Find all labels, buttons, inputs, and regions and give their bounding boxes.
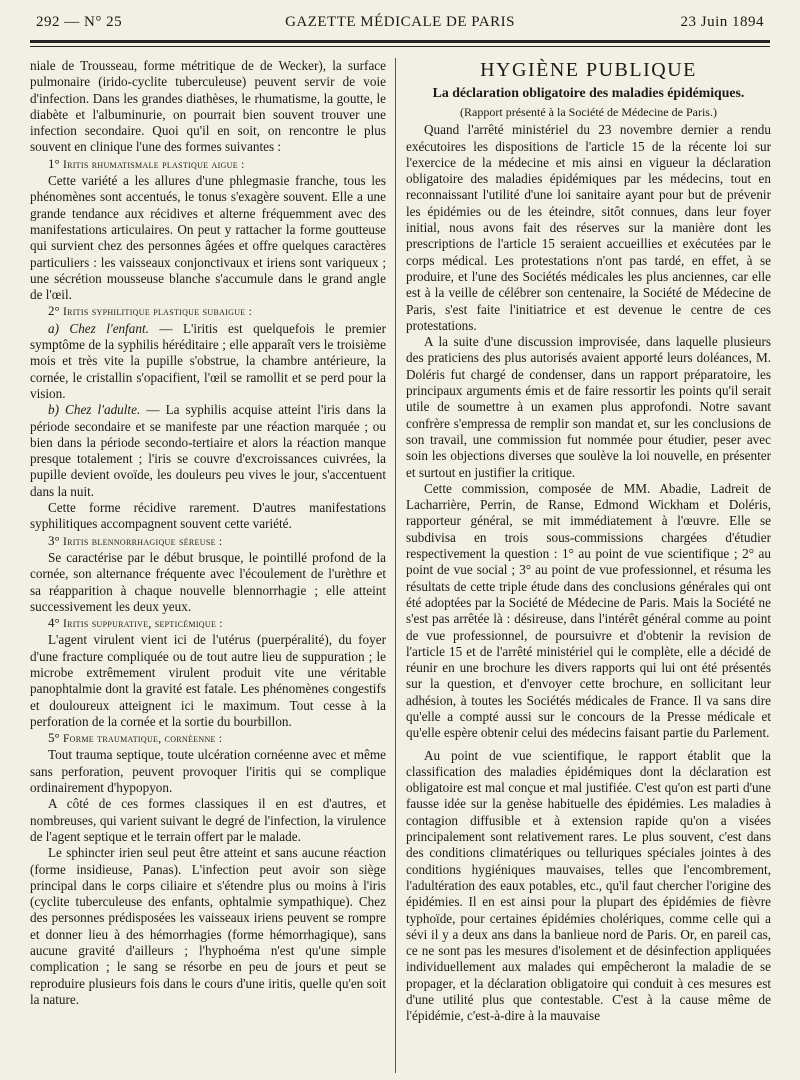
section-number: 5° — [48, 730, 60, 746]
paragraph — [30, 321, 386, 402]
section-heading — [30, 730, 386, 747]
section-number: 3° — [48, 532, 60, 548]
header-rule-thin — [30, 46, 770, 47]
right-column — [406, 58, 771, 1073]
journal-title: GAZETTE MÉDICALE DE PARIS — [285, 14, 515, 30]
paragraph: L'agent virulent vient ici de l'utérus (puerpéralité), du foyer d'une fracture compliquée ou de tout autre lieu de suppuration ; le microbe extrêmement virulent produit vite une véritable panophtalmie dont la gravité est fatale. Les phénomènes congestifs et douloureux atteignent ici le maximum. Tout cesse à la perforation de la cornée et la sortie du bourbillon. — [30, 632, 386, 729]
section-heading — [30, 303, 386, 320]
paragraph-text: — L'iritis est quelquefois le premier symptôme de la syphilis héréditaire ; elle apparaît vers le troisième mois et très vite la pupille s'obstrue, la chambre antérieure, la cornée, le cristallin s'opacifient, l'œil se ramollit et se perd pour la vision. — [30, 320, 386, 401]
paragraph: Tout trauma septique, toute ulcération cornéenne avec et même sans perforation, peuvent provoquer l'iritis qui se complique ordinairement d'hypopyon. — [30, 747, 386, 796]
paragraph-label: b) Chez l'adulte. — [48, 402, 141, 418]
issue-date: 23 Juin 1894 — [680, 14, 764, 30]
section-title: Iritis rhumatismale plastique aigue : — [62, 158, 245, 171]
paragraph: Au point de vue scientifique, le rapport établit que la classification des maladies épidémiques dont la déclaration est obligatoire est mal conçue et mal justifiée. C'est qu'on est parti d'une fausse idée sur la genèse habituelle des épidémies. Les maladies à contagion diffusible et à extension rapide qu'on a visées principalement sont relativement rares. Le plus souvent, c'est dans des conditions climatériques ou telluriques spéciales jointes à des conditions hygiéniques mauvaises, telles que l'encombrement, l'adultération des eaux potables, etc., qu'il faut chercher l'origine des épidémies. Il en est ainsi pour la plupart des épidémies de fièvre typhoïde, pour certaines épidémies cholériques, comme celle qui a sévi il y a deux ans dans la banlieue nord de Paris. Or, en pareil cas, ce ne sont pas les mesures d'isolement et de désinfection appliquées individuellement aux malades qui empêcheront la maladie de se propager, et la déclaration obligatoire qui conduit à ces mesures est d'une utilité plus que contestable. C'est à la cause même de l'épidémie, c'est-à-dire à la mauvaise — [406, 747, 771, 1024]
article-note: (Rapport présenté à la Société de Médecine de Paris.) — [460, 105, 717, 119]
paragraph — [30, 402, 386, 500]
page-number: 292 — N° 25 — [36, 14, 123, 30]
header-rule-thick — [30, 40, 770, 43]
paragraph: niale de Trousseau, forme métritique de de Wecker), la surface pulmonaire (irido-cyclite tuberculeuse) peuvent servir de voie d'infection. Dans les grandes diathèses, le rhumatisme, la goutte, le diabète et l'albuminurie, on pourrait bien souvent trouver une infection secondaire. Quoi qu'il en soit, on rencontre le plus souvent en clinique l'une des formes suivantes : — [30, 58, 386, 155]
paragraph: Cette forme récidive rarement. D'autres manifestations syphilitiques accompagnent souvent cette variété. — [30, 500, 386, 532]
page-header — [36, 14, 764, 36]
section-heading — [30, 533, 386, 550]
section-number: 4° — [48, 615, 60, 631]
section-number: 2° — [48, 303, 60, 319]
section-number: 1° — [48, 155, 60, 171]
paragraph: Cette commission, composée de MM. Abadie, Ladreit de Lacharrière, Perrin, de Ranse, Edmond Wickham et Doléris, rapporteur général, se mit immédiatement à l'œuvre. Elle se subdivisa en trois sous-commissions chargées d'étudier respectivement la question : 1° au point de vue scientifique ; 2° au point de vue social ; 3° au point de vue professionnel, et résuma les résultats de cette triple étude dans des conclusions générales qui ont été adoptées par la Société de Médecine de Paris. Mais la Société ne s'est pas arrêtée là : désireuse, dans l'intérêt général comme au point de vue professionnel, de poursuivre et d'obtenir la revision de l'article 15 et de l'arrêté ministériel qui le complète, elle a décidé de réunir en une brochure les divers rapports qui lui ont été présentés sur la question, et d'envoyer cette brochure, en sollicitant leur adhésion, à toutes les Sociétés médicales de France. Il va sans dire qu'elle a compté aussi sur le concours de la Presse médicale et qu'elle espère obtenir celui des médecins faisant partie du Parlement. — [406, 480, 771, 741]
column-divider — [395, 58, 396, 1073]
paragraph: Cette variété a les allures d'une phlegmasie franche, tous les phénomènes sont accentués, le tonus s'exagère souvent. Elle a une grande tendance aux récidives et alterne fréquemment avec des manifestations articulaires. On peut y rattacher la forme goutteuse qui survient chez des personnes âgées et offre quelques caractères particuliers : les vaisseaux conjonctivaux et iriens sont variqueux ; une sécrétion mousseuse blanche s'accumule dans le grand angle de l'œil. — [30, 173, 386, 303]
section-title: Forme traumatique, cornéenne : — [62, 733, 223, 746]
paragraph: Quand l'arrêté ministériel du 23 novembre dernier a rendu exécutoires les dispositions de l'article 15 de la récente loi sur l'exercice de la médecine et mis ainsi en vigueur la déclaration obligatoire des maladies épidémiques par les médecins, tout en reconnaissant l'utilité d'une loi sanitaire ayant pour but de prévenir les épidémies ou de les éteindre, sitôt connues, dans leur foyer initial, nous avons fait des réserves sur la manière dont les prescriptions de l'article 15 seraient accueillies et exécutées par le corps médical. Les protestations n'ont pas tardé, en effet, à se produire, et l'une des Sociétés médicales les plus anciennes, car elle est à la veille de célébrer son centenaire, la Société de Médecine de Paris, s'est faite l'initiatrice et est devenue le centre de ces protestations. — [406, 122, 771, 333]
paragraph: Se caractérise par le début brusque, le pointillé profond de la cornée, son alternance fréquente avec l'écoulement de l'urèthre et sa réapparition à chaque nouvelle blennorrhagie ; elle atteint successivement les deux yeux. — [30, 549, 386, 614]
paragraph: A côté de ces formes classiques il en est d'autres, et nombreuses, qui varient suivant le degré de l'infection, la virulence de l'agent septique et le terrain offert par le malade. — [30, 796, 386, 844]
section-title: Iritis syphilitique plastique subaigue : — [62, 306, 253, 319]
paragraph-text: — La syphilis acquise atteint l'iris dans la période secondaire et se manifeste par une réaction marquée ; ou bien dans la période secondo-tertiaire et alors la réaction manque presque totalement ; l'iris se couvre d'excroissances cuivrées, la pupille devient ovoïde, les douleurs peu vives le jour, s'accentuent dans la nuit. — [30, 402, 386, 499]
section-heading — [30, 615, 386, 632]
left-column — [30, 58, 386, 1073]
article-title: La déclaration obligatoire des maladies épidémiques. — [432, 85, 745, 100]
section-title: Iritis blennorrhagique séreuse : — [62, 535, 223, 548]
paragraph: Le sphincter irien seul peut être atteint et sans aucune réaction (forme insidieuse, Panas). L'infection peut avoir son siège principal dans le corps ciliaire et s'étendre plus ou moins à l'iris (cyclite tuberculeuse des enfants, ophtalmie sympathique). Chez des personnes prédisposées les vaisseaux iriens peuvent se rompre et donner lieu à des hémorrhagies (forme hémorrhagique), sans aucune gravité d'ailleurs ; l'hyphoéma n'est qu'une simple complication ; le sang se résorbe en peu de jours et peut se reproduire plusieurs fois dans le cours d'une iritis, quelle qu'en soit la nature. — [30, 845, 386, 1007]
section-title: Iritis suppurative, septicémique : — [62, 618, 223, 631]
section-heading — [30, 156, 386, 173]
section-title: HYGIÈNE PUBLIQUE — [480, 59, 697, 81]
paragraph: A la suite d'une discussion improvisée, dans laquelle plusieurs des praticiens des plus autorisés avaient apporté leurs doléances, M. Doléris fut chargé de condenser, dans un rapport préparatoire, les principaux arguments émis et de faire ressortir les points qu'il serait utile de soumettre à un examen plus approfondi. Notre savant confrère s'empressa de remplir son mandat et, sur les conclusions de son travail, une commission fut nommée pour étudier, peser avec soin les objections diverses que soulève la loi nouvelle, en présenter et surtout en justifier la critique. — [406, 334, 771, 480]
paragraph-label: a) Chez l'enfant. — [48, 320, 149, 336]
